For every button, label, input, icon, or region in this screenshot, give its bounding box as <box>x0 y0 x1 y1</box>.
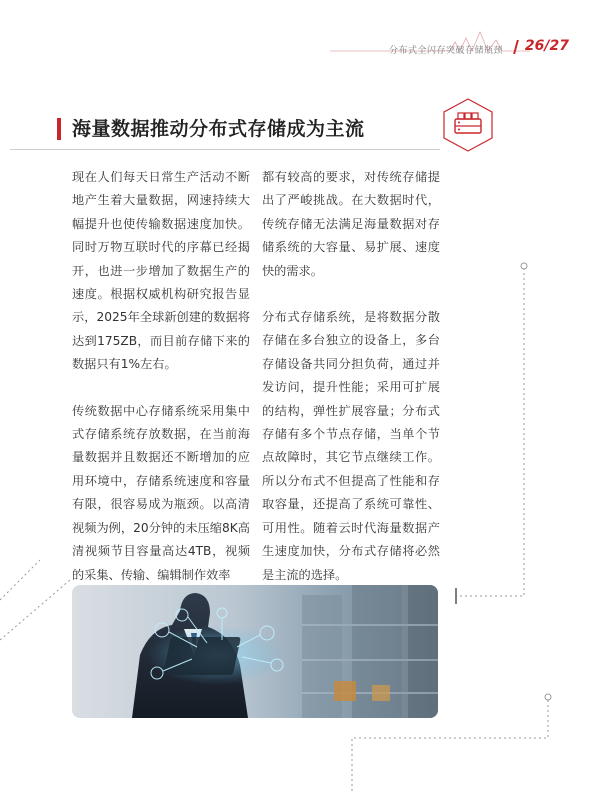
paragraph: 分布式存储系统，是将数据分散存储在多台独立的设备上，多台存储设备共同分担负荷，通过并发访问，提升性能；采用可扩展的结构，弹性扩展容量；分布式存储有多个节点存储，当单个节点故障时，其它节点继续工作。所以分布式不但提高了性能和存取容量，还提高了系统可靠性、可用性。随着云时代海量数据产生速度加快，分布式存储将必然是主流的选择。 <box>262 310 440 582</box>
page-title: 海量数据推动分布式存储成为主流 <box>72 118 365 140</box>
title-accent-bar <box>57 118 61 140</box>
paragraph: 现在人们每天日常生产活动不断地产生着大量数据，网速持续大幅提升也使传输数据速度加快。同时万物互联时代的序幕已经揭开，也进一步增加了数据生产的速度。根据权威机构研究报告显示，2025年全球新创建的数据将达到175ZB，而目前存储下来的数据只有1%左右。 <box>72 170 250 372</box>
page-number: 26/27 <box>524 38 569 54</box>
text-column-left <box>72 166 250 610</box>
businessman-data-warehouse-image <box>72 585 438 718</box>
title-divider <box>10 149 440 150</box>
header-title: 分布式全闪存突破存储瓶颈 <box>388 46 503 56</box>
text-column-right <box>262 166 440 610</box>
paragraph: 都有较高的要求，对传统存储提出了严峻挑战。在大数据时代，传统存储无法满足海量数据对存储系统的大容量、易扩展、速度快的需求。 <box>262 170 440 278</box>
hexagon-storage-icon <box>440 97 496 153</box>
paragraph: 传统数据中心存储系统采用集中式存储系统存放数据，在当前海量数据并且数据还不断增加的应用环境中，存储系统速度和容量有限，很容易成为瓶颈。以高清视频为例，20分钟的未压缩8K高清视频节目容量高达4TB，视频的采集、传输、编辑制作效率 <box>72 403 250 582</box>
